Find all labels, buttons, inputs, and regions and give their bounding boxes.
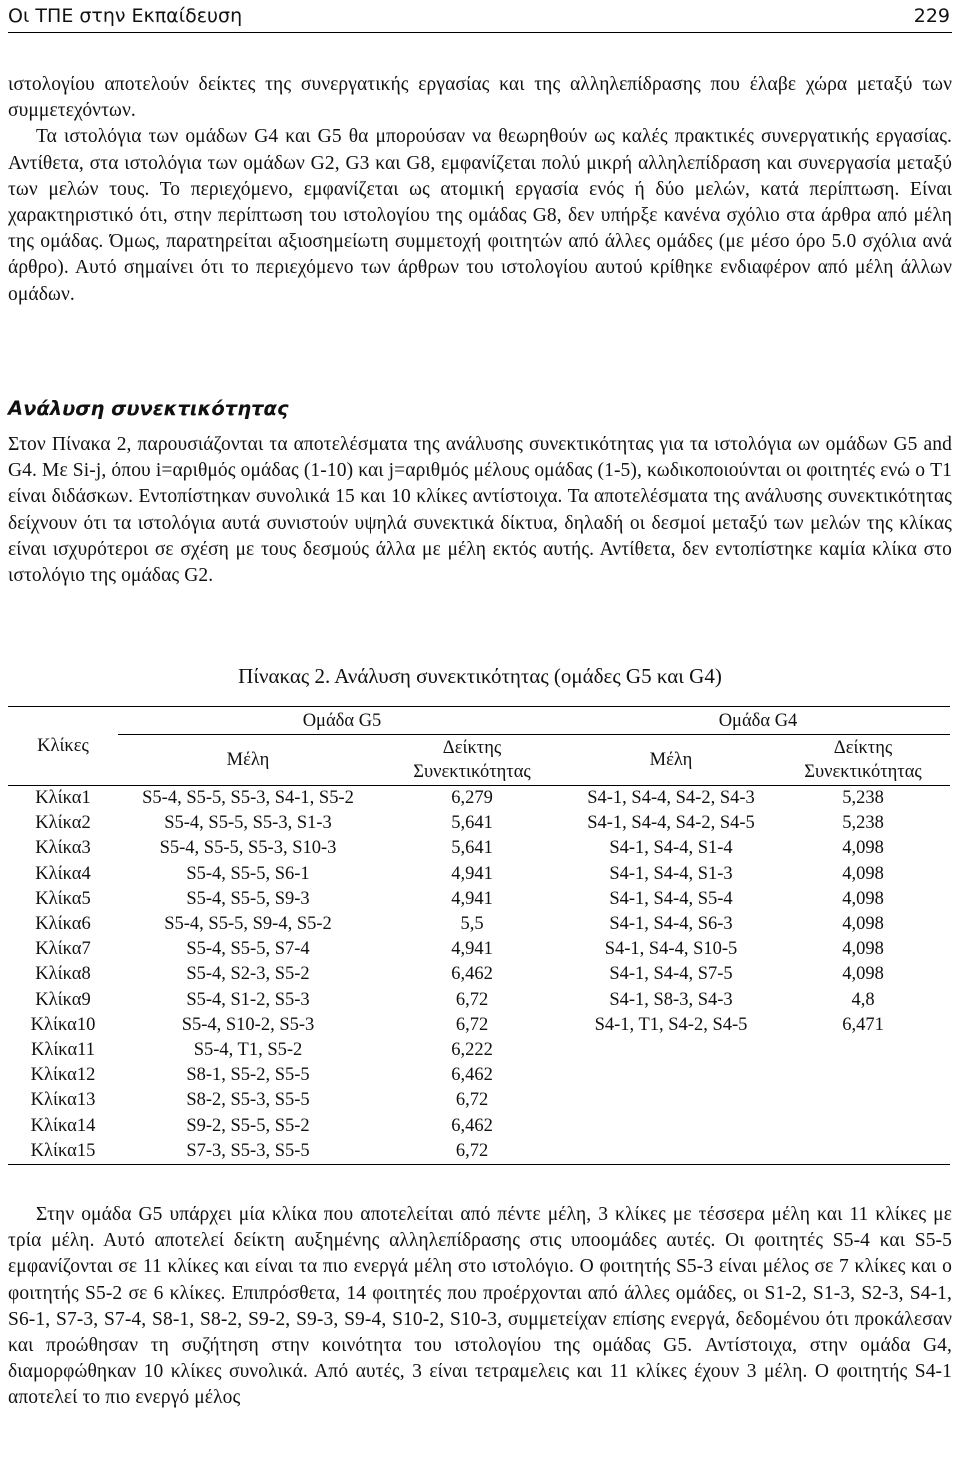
header-group-g5: Ομάδα G5 <box>118 707 566 735</box>
table-row <box>8 1139 950 1165</box>
cell-clique: Κλίκα13 <box>30 1090 96 1111</box>
cell-clique: Κλίκα4 <box>35 863 91 884</box>
table-row <box>8 811 950 836</box>
cell-g4-index: 4,098 <box>842 888 884 909</box>
header-g5-index <box>378 735 566 786</box>
header-index-line2: Συνεκτικότητας <box>413 762 531 782</box>
cell-g5-members: S5-4, S2-3, S5-2 <box>186 964 310 985</box>
cliques-table <box>8 706 950 1165</box>
cell-g5-members: S8-2, S5-3, S5-5 <box>186 1090 310 1111</box>
cell-clique: Κλίκα12 <box>30 1065 96 1086</box>
cell-g4-members: S4-1, S4-4, S5-4 <box>609 888 733 909</box>
cell-g4-index: 4,098 <box>842 914 884 935</box>
cell-g4-index <box>776 1139 950 1165</box>
running-title: Οι ΤΠΕ στην Εκπαίδευση <box>8 5 243 27</box>
cell-g5-index: 4,941 <box>451 863 493 884</box>
cell-clique: Κλίκα5 <box>35 888 91 909</box>
table-row <box>8 988 950 1013</box>
cell-clique: Κλίκα1 <box>35 788 91 809</box>
page-number: 229 <box>913 5 950 27</box>
table-row <box>8 836 950 861</box>
cell-g4-members: S4-1, S4-4, S4-2, S4-3 <box>587 788 755 809</box>
cell-g5-index: 6,462 <box>451 964 493 985</box>
table-row <box>8 1013 950 1038</box>
cell-g5-members: S7-3, S5-3, S5-5 <box>118 1139 378 1165</box>
header-index-line2: Συνεκτικότητας <box>804 762 922 782</box>
cell-clique: Κλίκα3 <box>35 838 91 859</box>
cell-g5-index: 6,72 <box>378 1139 566 1165</box>
cell-g4-members <box>566 1063 776 1088</box>
cell-g4-index: 4,8 <box>851 989 875 1010</box>
cell-g4-index: 4,098 <box>842 939 884 960</box>
cell-g5-members: S5-4, S5-5, S5-3, S1-3 <box>164 813 332 834</box>
cell-g4-members: S4-1, S4-4, S4-2, S4-5 <box>587 813 755 834</box>
cell-clique: Κλίκα15 <box>8 1139 118 1165</box>
intro-paragraph-2: Τα ιστολόγια των ομάδων G4 και G5 θα μπορούσαν να θεωρηθούν ως καλές πρακτικές συνεργατικής εργασίας. Αντίθετα, στα ιστολόγια των ομάδων G2, G3 και G8, εμφανίζεται πολύ μικρή αλληλεπίδραση και συνεργασία μεταξύ των μελών τους. Το περιεχόμενο, εμφανίζεται ως ατομική εργασία ενός ή δύο μελών, κατά περίπτωση. Είναι χαρακτηριστικό ότι, στην περίπτωση του ιστολογίου της ομάδας G8, δεν υπήρξε κανένα σχόλιο στα άρθρα από μέλη της ομάδας. Όμως, παρατηρείται αξιοσημείωτη συμμετοχή φοιτητών από άλλες ομάδες (με μέσο όρο 5.0 σχόλια ανά άρθρο). Αυτό σημαίνει ότι το περιεχόμενο των άρθρων του ιστολογίου αυτού κρίθηκε ενδιαφέρον από μέλη άλλων ομάδων. <box>8 126 952 305</box>
header-g5-members: Μέλη <box>118 735 378 786</box>
cell-g4-members <box>566 1139 776 1165</box>
cell-g5-index: 4,941 <box>451 939 493 960</box>
cell-g5-index: 6,222 <box>451 1039 493 1060</box>
cell-g5-index: 6,462 <box>451 1115 493 1136</box>
table-row <box>8 786 950 812</box>
cell-g4-index <box>776 1063 950 1088</box>
cell-g4-members <box>566 1113 776 1138</box>
table-row <box>8 1038 950 1063</box>
cell-clique: Κλίκα8 <box>35 964 91 985</box>
cell-g5-index: 5,641 <box>451 813 493 834</box>
table-row <box>8 1113 950 1138</box>
section-text <box>8 432 952 589</box>
cell-g4-members: S4-1, T1, S4-2, S4-5 <box>594 1014 748 1035</box>
cell-g5-index: 5,5 <box>460 914 484 935</box>
running-header <box>8 2 952 33</box>
cell-g4-members: S4-1, S4-4, S7-5 <box>609 964 733 985</box>
table-row <box>8 887 950 912</box>
cell-g5-members: S5-4, S5-5, S9-3 <box>186 888 310 909</box>
header-index-line1: Δείκτης <box>442 738 502 758</box>
cell-g5-index: 6,72 <box>455 989 489 1010</box>
table-row <box>8 1063 950 1088</box>
intro-paragraph-1: ιστολογίου αποτελούν δείκτες της συνεργατικής εργασίας και της αλληλεπίδρασης που έλαβε χώρα μεταξύ των συμμετεχόντων. <box>8 74 952 122</box>
cell-g4-index: 6,471 <box>842 1014 884 1035</box>
cell-g4-index <box>776 1038 950 1063</box>
cell-g4-members: S4-1, S4-4, S1-4 <box>609 838 733 859</box>
cell-g4-index <box>776 1113 950 1138</box>
cell-clique: Κλίκα7 <box>35 939 91 960</box>
cell-g4-index <box>776 1088 950 1113</box>
cell-g5-index: 4,941 <box>451 888 493 909</box>
cell-g4-members: S4-1, S4-4, S1-3 <box>609 863 733 884</box>
cell-g5-index: 6,279 <box>451 788 493 809</box>
cell-g4-index: 4,098 <box>842 964 884 985</box>
cell-g5-members: S5-4, S5-5, S5-3, S10-3 <box>159 838 337 859</box>
table-body <box>8 786 950 1165</box>
cell-g5-index: 5,641 <box>451 838 493 859</box>
cell-g4-index: 4,098 <box>842 863 884 884</box>
cell-g5-members: S9-2, S5-5, S5-2 <box>186 1115 310 1136</box>
cell-g5-members: S5-4, S5-5, S9-4, S5-2 <box>164 914 332 935</box>
table-row <box>8 1088 950 1113</box>
cell-g5-index: 6,462 <box>451 1065 493 1086</box>
cell-g4-index: 4,098 <box>842 838 884 859</box>
intro-text <box>8 72 952 308</box>
cell-g5-members: S5-4, S1-2, S5-3 <box>186 989 310 1010</box>
cell-g5-members: S5-4, S5-5, S6-1 <box>186 863 310 884</box>
cell-g4-members: S4-1, S4-4, S10-5 <box>604 939 738 960</box>
cell-g5-members: S5-4, S5-5, S7-4 <box>186 939 310 960</box>
table-row <box>8 862 950 887</box>
table-row <box>8 912 950 937</box>
header-g4-index <box>776 735 950 786</box>
cell-g4-index: 5,238 <box>842 813 884 834</box>
cell-clique: Κλίκα9 <box>35 989 91 1010</box>
cell-g5-members: S5-4, S5-5, S5-3, S4-1, S5-2 <box>142 788 354 809</box>
cell-g5-members: S5-4, T1, S5-2 <box>193 1039 303 1060</box>
header-cliques: Κλίκες <box>8 707 118 786</box>
cell-g4-index: 5,238 <box>842 788 884 809</box>
cell-clique: Κλίκα10 <box>30 1014 96 1035</box>
table-caption: Πίνακας 2. Ανάλυση συνεκτικότητας (ομάδες G5 και G4) <box>238 664 722 688</box>
cell-clique: Κλίκα14 <box>30 1115 96 1136</box>
cell-g4-members <box>566 1088 776 1113</box>
closing-text <box>8 1202 952 1412</box>
header-group-g4: Ομάδα G4 <box>566 707 950 735</box>
cell-clique: Κλίκα11 <box>31 1039 95 1060</box>
cell-g5-index: 6,72 <box>455 1090 489 1111</box>
table-row <box>8 962 950 987</box>
cell-clique: Κλίκα2 <box>35 813 91 834</box>
closing-paragraph: Στην ομάδα G5 υπάρχει μία κλίκα που αποτελείται από πέντε μέλη, 3 κλίκες με τέσσερα μέλη και 11 κλίκες με τρία μέλη. Αυτό αποτελεί δείκτη αυξημένης αλληλεπίδρασης στις υποομάδες αυτές. Οι φοιτητές S5-4 και S5-5 εμφανίζονται σε 11 κλίκες και είναι τα πιο ενεργά μέλη στο ιστολόγιο. Ο φοιτητής S5-3 είναι μέλος σε 7 κλίκες και ο φοιτητής S5-2 σε 6 κλίκες. Επιπρόσθετα, 14 φοιτητές που προέρχονται από άλλες ομάδες, οι S1-2, S1-3, S2-3, S4-1, S6-1, S7-3, S7-4, S8-1, S8-2, S9-2, S9-3, S9-4, S10-2, S10-3, συμμετείχαν επίσης ενεργά, δεδομένου ότι προκάλεσαν και προώθησαν τη συζήτηση στην κοινότητα του ιστολογίου της ομάδας G5. Αντίστοιχα, στην ομάδα G4, διαμορφώθηκαν 10 κλίκες συνολικά. Από αυτές, 3 είναι τετραμελεις και 11 κλίκες έχουν 3 μέλη. Ο φοιτητής S4-1 αποτελεί το πιο ενεργό μέλος <box>8 1204 952 1409</box>
table-row <box>8 937 950 962</box>
cell-g5-members: S8-1, S5-2, S5-5 <box>186 1065 310 1086</box>
section-heading: Ανάλυση συνεκτικότητας <box>8 397 289 420</box>
header-index-line1: Δείκτης <box>833 738 893 758</box>
cell-g4-members: S4-1, S8-3, S4-3 <box>609 989 733 1010</box>
cell-g5-members: S5-4, S10-2, S5-3 <box>181 1014 315 1035</box>
header-g4-members: Μέλη <box>566 735 776 786</box>
cell-g4-members <box>566 1038 776 1063</box>
cell-g5-index: 6,72 <box>455 1014 489 1035</box>
cell-clique: Κλίκα6 <box>35 914 91 935</box>
section-paragraph: Στον Πίνακα 2, παρουσιάζονται τα αποτελέσματα της ανάλυσης συνεκτικότητας για τα ιστολόγια ων ομάδων G5 and G4. Με Si-j, όπου i=αριθμός ομάδας (1-10) και j=αριθμός μέλους ομάδας (1-5), κωδικοποιούνται οι φοιτητές ενώ ο T1 είναι διδάσκων. Εντοπίστηκαν συνολικά 15 και 10 κλίκες αντίστοιχα. Τα αποτελέσματα της ανάλυσης συνεκτικότητας δείχνουν ότι τα ιστολόγια αυτά συνιστούν υψηλά συνεκτικά δίκτυα, δηλαδή οι δεσμοί μεταξύ των μελών της κλίκας είναι ισχυρότεροι σε σχέση με τους δεσμούς άλλα με μέλη εκτός αυτής. Αντίθετα, δεν εντοπίστηκε καμία κλίκα στο ιστολόγιο της ομάδας G2. <box>8 434 952 587</box>
cell-g4-members: S4-1, S4-4, S6-3 <box>609 914 733 935</box>
